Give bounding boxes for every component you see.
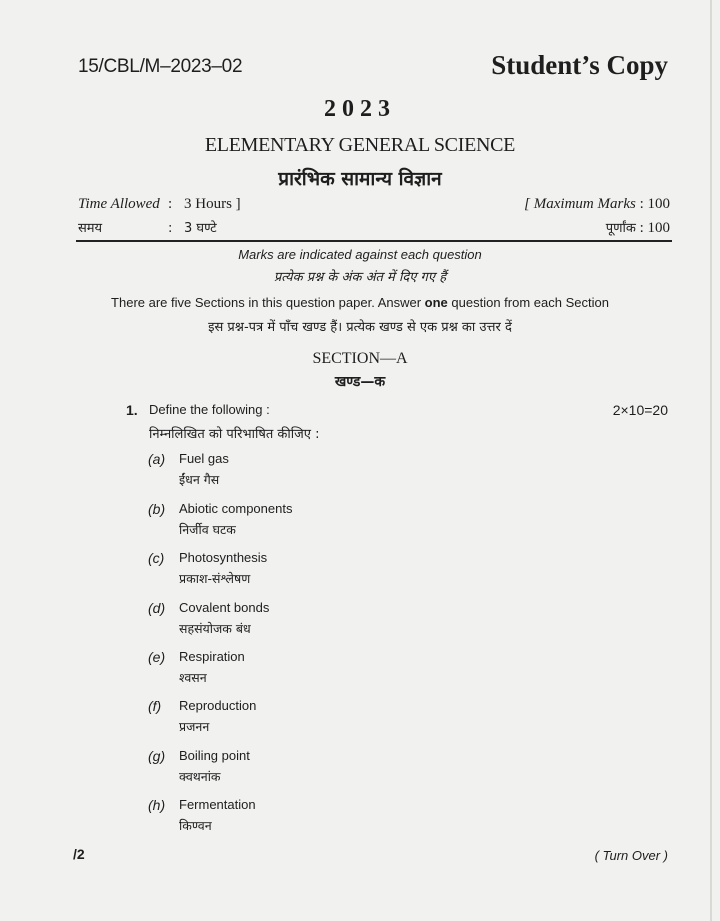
instructions-en-bold: one [424, 295, 448, 310]
item-term-hi: श्वसन [179, 670, 207, 685]
question-item [148, 797, 448, 841]
page-number: /2 [73, 846, 85, 862]
item-label: (b) [148, 501, 166, 517]
marks-label-en: [ Maximum Marks [524, 196, 636, 212]
question-item [148, 600, 448, 644]
time-label-hi: समय [78, 221, 103, 236]
marks-value-hi: : 100 [639, 220, 670, 236]
item-label: (f) [148, 698, 162, 714]
item-term-en: Photosynthesis [179, 550, 268, 565]
instructions-en-post: question from each Section [447, 295, 609, 310]
colon: : [168, 221, 173, 236]
time-allowed-hi [78, 218, 217, 236]
section-title-en: SECTION—A [312, 350, 408, 367]
max-marks-en [524, 196, 670, 213]
time-allowed-en [78, 196, 241, 213]
item-term-en: Abiotic components [179, 501, 293, 516]
instructions-en [0, 295, 720, 310]
item-term-en: Reproduction [179, 698, 257, 713]
instructions-hi: इस प्रश्न-पत्र में पाँच खण्ड हैं। प्रत्येक खण्ड से एक प्रश्न का उत्तर दें [208, 320, 512, 335]
question-number: 1. [126, 402, 138, 418]
question-marks: 2×10=20 [612, 402, 668, 418]
item-term-hi: प्रकाश-संश्लेषण [179, 571, 251, 586]
time-value-hi: 3 घण्टे [184, 221, 217, 236]
item-term-hi: ईंधन गैस [179, 472, 220, 487]
question-item [148, 550, 448, 594]
item-label: (d) [148, 600, 166, 616]
time-value-en: 3 Hours ] [184, 196, 241, 212]
paper-code: 15/CBL/M–2023–02 [78, 56, 243, 77]
item-label: (c) [148, 550, 165, 566]
turn-over-note: ( Turn Over ) [594, 848, 668, 863]
item-term-en: Boiling point [179, 748, 250, 763]
time-label-en: Time Allowed [78, 196, 160, 212]
max-marks-hi [606, 218, 670, 237]
question-prompt-en: Define the following : [149, 402, 270, 417]
marks-note-en: Marks are indicated against each question [238, 247, 482, 262]
colon: : [168, 196, 173, 212]
subject-title-hi: प्रारंभिक सामान्य विज्ञान [278, 168, 442, 190]
item-term-hi: निर्जीव घटक [179, 522, 236, 537]
exam-year: 2023 [324, 96, 396, 122]
copy-label: Student’s Copy [491, 50, 668, 80]
question-item [148, 649, 448, 693]
marks-value-en: : 100 [639, 196, 670, 212]
item-term-hi: सहसंयोजक बंध [179, 621, 251, 636]
section-title-hi: खण्ड—क [334, 374, 386, 390]
marks-label-hi: पूर्णांक [605, 221, 636, 236]
item-term-en: Covalent bonds [179, 600, 270, 615]
item-term-en: Fuel gas [179, 451, 229, 466]
item-term-en: Respiration [179, 649, 245, 664]
item-term-hi: किण्वन [179, 818, 212, 833]
instructions-en-pre: There are five Sections in this question paper. Answer [111, 295, 425, 310]
item-term-hi: क्वथनांक [179, 769, 221, 784]
question-prompt-hi: निम्नलिखित को परिभाषित कीजिए : [149, 427, 320, 442]
question-item [148, 451, 448, 495]
header-divider [76, 240, 672, 242]
subject-title-en: ELEMENTARY GENERAL SCIENCE [204, 134, 516, 156]
question-item [148, 698, 448, 742]
question-item [148, 748, 448, 792]
item-label: (e) [148, 649, 166, 665]
marks-note-hi: प्रत्येक प्रश्न के अंक अंत में दिए गए हैं [273, 270, 447, 285]
item-label: (a) [148, 451, 166, 467]
item-term-hi: प्रजनन [179, 719, 210, 734]
item-term-en: Fermentation [179, 797, 256, 812]
question-item [148, 501, 448, 545]
item-label: (g) [148, 748, 166, 764]
item-label: (h) [148, 797, 166, 813]
